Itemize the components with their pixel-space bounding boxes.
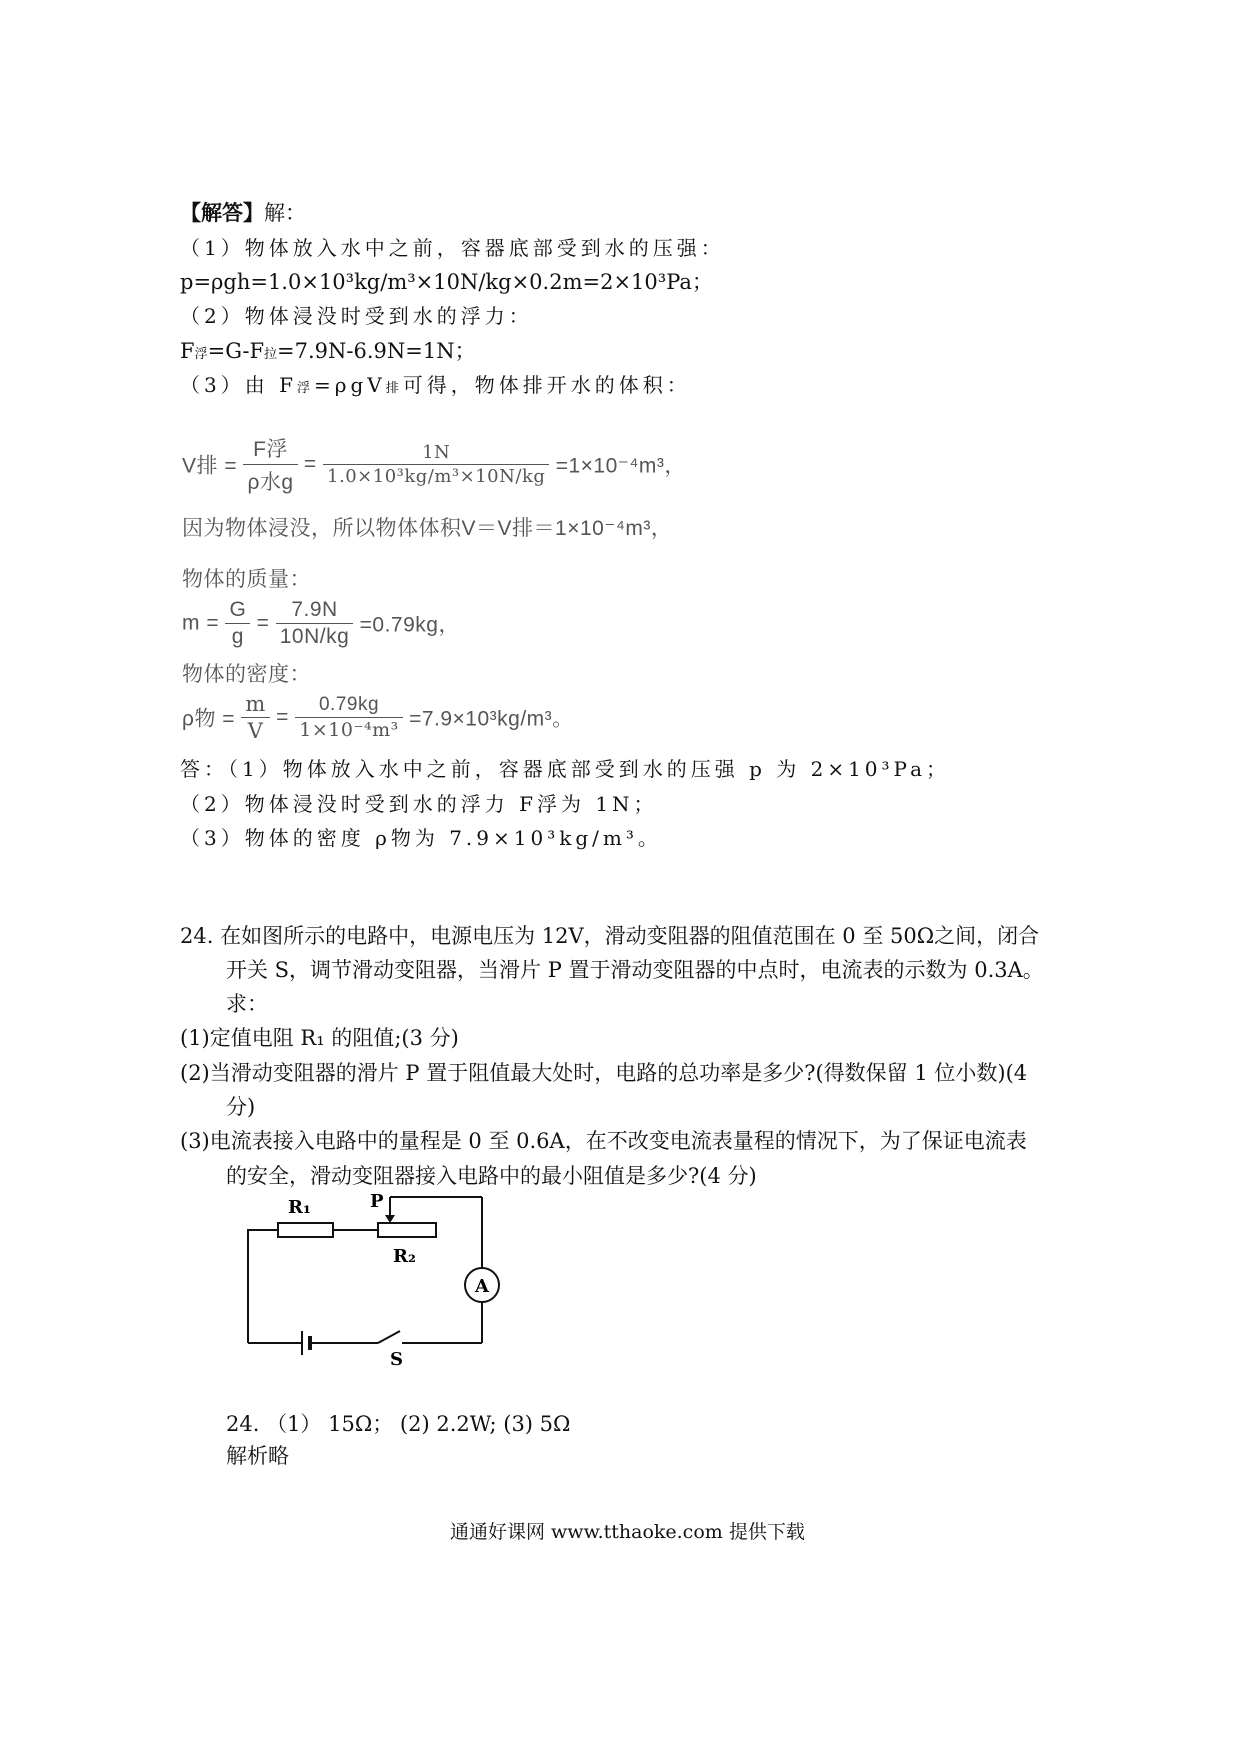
volume-fraction-2-num: 1N (323, 442, 549, 465)
solution-line-3: （2）物体浸没时受到水的浮力： (180, 304, 533, 328)
solution-line-2: p=ρgh=1.0×10³kg/m³×10N/kg×0.2m=2×10³Pa； (180, 270, 713, 294)
question-part-1: (1)定值电阻 R₁ 的阻值;(3 分) (180, 1026, 459, 1050)
ammeter-label: A (475, 1276, 489, 1297)
volume-fraction-1-num: F浮 (243, 433, 297, 465)
volume-equation (182, 433, 686, 496)
volume-fraction-2-den: 1.0×10³kg/m³×10N/kg (327, 466, 546, 487)
density-fraction-1 (241, 692, 269, 743)
answer-note: 解析略 (226, 1444, 289, 1468)
solution-line-1: （1）物体放入水中之前，容器底部受到水的压强： (180, 236, 725, 260)
question-part-2b: 分) (226, 1095, 256, 1119)
footer-text: 通通好课网 www.tthaoke.com 提供下载 (450, 1521, 805, 1543)
r1-label: R₁ (288, 1197, 311, 1218)
archimedes-c: 可得，物体排开水的体积： (402, 373, 691, 397)
density-equation (182, 692, 574, 743)
archimedes-sub-pai: 排 (385, 381, 403, 396)
mass-fraction-1 (225, 598, 250, 649)
archimedes-a: （3）由 F (180, 373, 297, 397)
density-fraction-1-num: m (241, 692, 269, 718)
density-fraction-2 (295, 694, 402, 741)
density-result: =7.9×10³kg/m³。 (409, 707, 574, 731)
mass-equation (182, 598, 460, 649)
question-line-1: 24. 在如图所示的电路中，电源电压为 12V，滑动变阻器的阻值范围在 0 至 50Ω之间，闭合 (180, 924, 1040, 948)
circuit-diagram (230, 1185, 500, 1370)
buoyancy-end: =7.9N-6.9N=1N； (277, 339, 476, 363)
density-fraction-1-den: V (247, 719, 264, 743)
mass-label: 物体的质量： (182, 568, 311, 591)
answer-line-1: 答：（1）物体放入水中之前，容器底部受到水的压强 p 为 2×10³Pa； (180, 757, 951, 781)
wire-left-top (248, 1230, 278, 1328)
mass-fraction-2 (276, 598, 354, 649)
volume-fraction-1 (243, 433, 297, 496)
mass-fraction-2-num: 7.9N (276, 598, 354, 624)
volume-fraction-1-den: ρ水g (247, 471, 294, 494)
buoyancy-mid: =G-F (207, 339, 265, 363)
mass-result: =0.79kg， (359, 613, 460, 637)
volume-fraction-2 (323, 442, 549, 487)
resistor-r1 (278, 1223, 333, 1237)
solution-heading-suffix: 解： (264, 201, 306, 225)
density-eq: = (276, 705, 289, 729)
slider-arrow-icon (385, 1215, 395, 1223)
question-line-3: 求： (226, 992, 268, 1016)
mass-eq: = (256, 611, 270, 635)
density-fraction-2-num: 0.79kg (295, 694, 402, 718)
volume-eq: = (303, 452, 317, 476)
buoyancy-sub-fu: 浮 (194, 347, 208, 362)
switch-label: S (390, 1349, 403, 1370)
switch-blade (378, 1331, 400, 1343)
question-part-2a: (2)当滑动变阻器的滑片 P 置于阻值最大处时，电路的总功率是多少?(得数保留 1 位小数)(4 (180, 1061, 1028, 1085)
volume-lhs: V排 = (182, 454, 238, 478)
question-part-3a: (3)电流表接入电路中的量程是 0 至 0.6A，在不改变电流表量程的情况下，为了保证电流表 (180, 1129, 1027, 1153)
archimedes-sub-fu: 浮 (296, 381, 314, 396)
solution-line-4 (180, 335, 476, 365)
volume-result: =1×10⁻⁴m³， (555, 454, 686, 478)
density-lhs: ρ物 = (182, 707, 236, 731)
r2-label: R₂ (393, 1246, 416, 1267)
mass-fraction-2-den: 10N/kg (279, 625, 350, 648)
density-label: 物体的密度： (182, 663, 311, 686)
archimedes-b: =ρgV (313, 373, 386, 397)
buoyancy-f: F (180, 339, 195, 363)
solution-line-5 (180, 369, 691, 398)
mass-lhs: m = (182, 611, 220, 635)
solution-heading-bold: 【解答】 (180, 200, 264, 225)
answer-line-3: （3）物体的密度 ρ物为 7.9×10³kg/m³。 (180, 826, 662, 850)
resistor-r2 (378, 1223, 436, 1237)
answer-line-2: （2）物体浸没时受到水的浮力 F浮为 1N； (180, 792, 658, 816)
buoyancy-sub-la: 拉 (264, 347, 278, 362)
p-label: P (370, 1191, 384, 1212)
solution-heading (180, 197, 306, 227)
mass-fraction-1-num: G (225, 598, 250, 624)
mass-fraction-1-den: g (231, 625, 244, 648)
question-line-2: 开关 S，调节滑动变阻器，当滑片 P 置于滑动变阻器的中点时，电流表的示数为 0.3A。 (226, 958, 1044, 982)
answer-line: 24. （1） 15Ω； (2) 2.2W; (3) 5Ω (226, 1412, 571, 1436)
density-fraction-2-den: 1×10⁻⁴m³ (299, 719, 399, 741)
question-part-3b: 的安全，滑动变阻器接入电路中的最小阻值是多少?(4 分) (226, 1164, 757, 1188)
because-line: 因为物体浸没，所以物体体积V＝V排＝1×10⁻⁴m³， (182, 517, 673, 540)
